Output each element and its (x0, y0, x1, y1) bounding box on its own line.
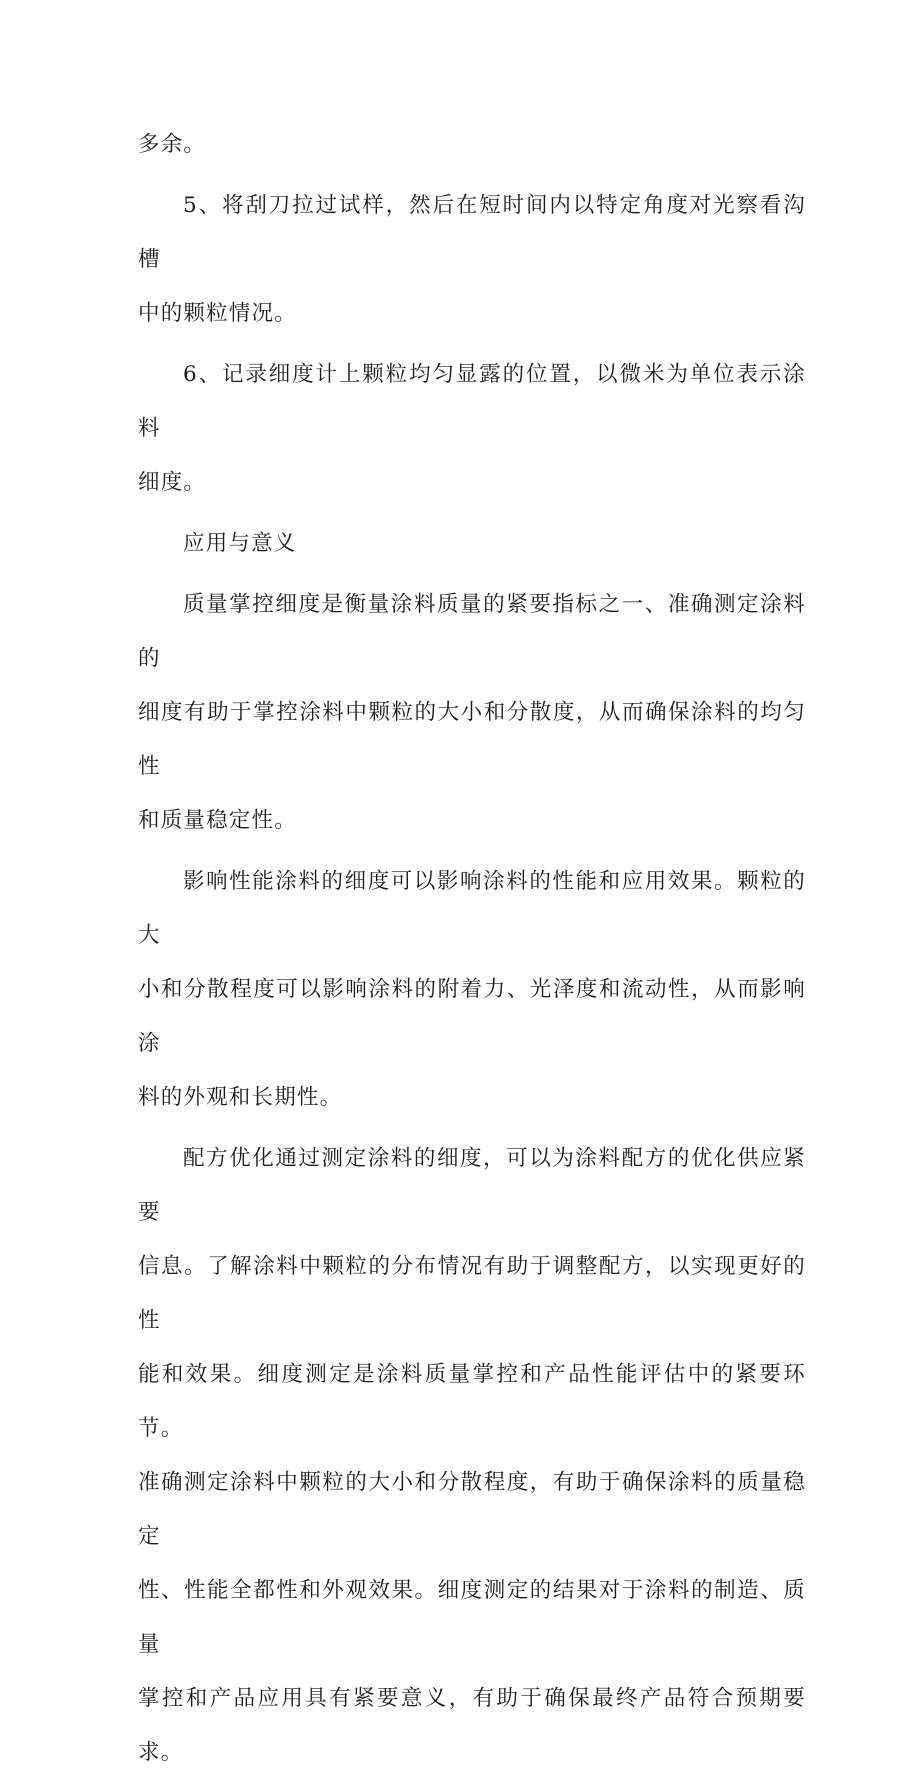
text-line: 性、性能全都性和外观效果。细度测定的结果对于涂料的制造、质量 (138, 1578, 806, 1657)
paragraph-step-6 (138, 348, 806, 510)
text-line: 和质量稳定性。 (138, 808, 297, 833)
section-heading (138, 517, 806, 571)
text-line: 配方优化通过测定涂料的细度，可以为涂料配方的优化供应紧要 (138, 1146, 806, 1225)
text-line: 质量掌控细度是衡量涂料质量的紧要指标之一、准确测定涂料的 (138, 592, 806, 671)
text-line: 信息。了解涂料中颗粒的分布情况有助于调整配方，以实现更好的性 (138, 1254, 806, 1333)
text-line: 中的颗粒情况。 (138, 301, 297, 326)
paragraph-continuation (138, 118, 806, 172)
heading-text: 应用与意义 (183, 531, 297, 556)
document-body (138, 118, 806, 1780)
paragraph-quality-control (138, 578, 806, 848)
paragraph-step-5 (138, 179, 806, 341)
text-line: 5、将刮刀拉过试样，然后在短时间内以特定角度对光察看沟槽 (138, 193, 806, 272)
text-line: 6、记录细度计上颗粒均匀显露的位置，以微米为单位表示涂料 (138, 362, 806, 441)
text-line: 多余。 (138, 132, 207, 157)
text-line: 影响性能涂料的细度可以影响涂料的性能和应用效果。颗粒的大 (138, 869, 806, 948)
text-line: 小和分散程度可以影响涂料的附着力、光泽度和流动性，从而影响涂 (138, 977, 806, 1056)
paragraph-formulation (138, 1132, 806, 1780)
text-line: 细度有助于掌控涂料中颗粒的大小和分散度，从而确保涂料的均匀性 (138, 700, 806, 779)
text-line: 细度。 (138, 470, 207, 495)
text-line: 料的外观和长期性。 (138, 1085, 343, 1110)
paragraph-performance (138, 855, 806, 1125)
text-line: 准确测定涂料中颗粒的大小和分散程度，有助于确保涂料的质量稳定 (138, 1470, 806, 1549)
text-line: 掌控和产品应用具有紧要意义，有助于确保最终产品符合预期要求。 (138, 1686, 806, 1765)
text-line: 能和效果。细度测定是涂料质量掌控和产品性能评估中的紧要环节。 (138, 1362, 806, 1441)
